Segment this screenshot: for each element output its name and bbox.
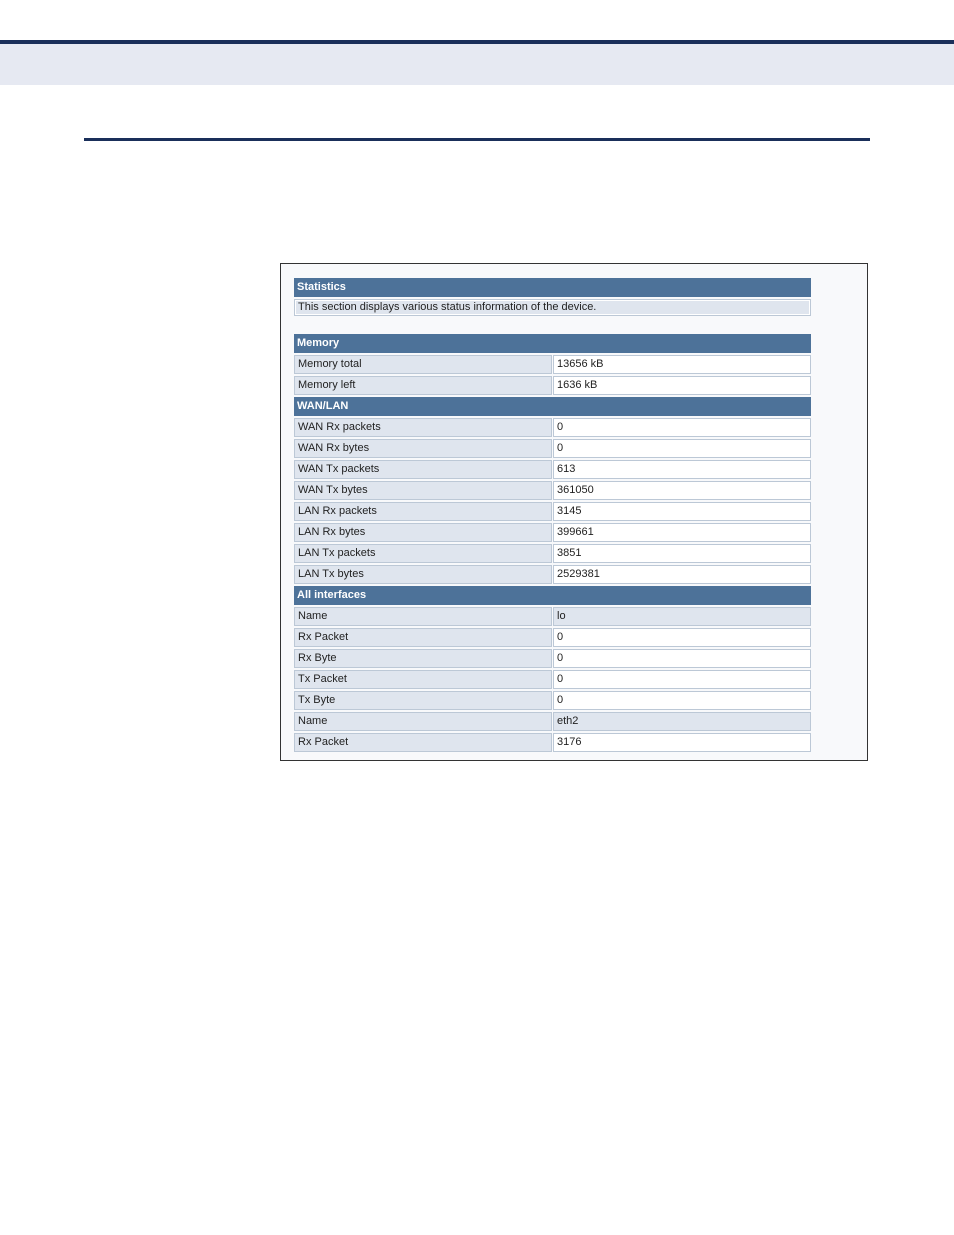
row-value: 361050 — [553, 481, 811, 500]
row-label: LAN Tx bytes — [294, 565, 552, 584]
row-label: LAN Rx bytes — [294, 523, 552, 542]
section-rule — [84, 138, 870, 141]
row-value: 613 — [553, 460, 811, 479]
table-row — [294, 376, 811, 395]
table-row — [294, 418, 811, 437]
spacer — [294, 316, 811, 334]
row-value: 0 — [553, 439, 811, 458]
table-row — [294, 355, 811, 374]
table-row — [294, 712, 811, 731]
row-value: 0 — [553, 628, 811, 647]
table-row — [294, 460, 811, 479]
row-label: Tx Packet — [294, 670, 552, 689]
interfaces-header: All interfaces — [294, 586, 811, 605]
row-label: Rx Packet — [294, 628, 552, 647]
statistics-header: Statistics — [294, 278, 811, 297]
row-label: WAN Tx packets — [294, 460, 552, 479]
row-label: LAN Rx packets — [294, 502, 552, 521]
table-row — [294, 733, 811, 752]
row-label: WAN Rx bytes — [294, 439, 552, 458]
row-label: Name — [294, 712, 552, 731]
table-row — [294, 481, 811, 500]
screenshot-figure — [280, 263, 868, 761]
statistics-description-text: This section displays various status information of the device. — [296, 301, 809, 314]
row-label: WAN Rx packets — [294, 418, 552, 437]
row-label: Rx Packet — [294, 733, 552, 752]
table-row — [294, 565, 811, 584]
table-row — [294, 439, 811, 458]
row-value: 0 — [553, 418, 811, 437]
row-label: Rx Byte — [294, 649, 552, 668]
header-band — [0, 44, 954, 85]
table-row — [294, 544, 811, 563]
table-row — [294, 649, 811, 668]
wanlan-header: WAN/LAN — [294, 397, 811, 416]
row-value: 13656 kB — [553, 355, 811, 374]
row-value: 399661 — [553, 523, 811, 542]
row-value: lo — [553, 607, 811, 626]
table-row — [294, 523, 811, 542]
row-label: Memory total — [294, 355, 552, 374]
table-row — [294, 670, 811, 689]
row-label: Tx Byte — [294, 691, 552, 710]
memory-header: Memory — [294, 334, 811, 353]
statistics-panel — [294, 278, 811, 754]
table-row — [294, 691, 811, 710]
row-value: 0 — [553, 649, 811, 668]
row-value: 3851 — [553, 544, 811, 563]
row-value: 0 — [553, 670, 811, 689]
row-value: 2529381 — [553, 565, 811, 584]
row-value: 0 — [553, 691, 811, 710]
row-value: 3176 — [553, 733, 811, 752]
table-row — [294, 607, 811, 626]
row-label: LAN Tx packets — [294, 544, 552, 563]
statistics-description — [294, 299, 811, 316]
row-label: WAN Tx bytes — [294, 481, 552, 500]
table-row — [294, 502, 811, 521]
row-value: 1636 kB — [553, 376, 811, 395]
row-label: Memory left — [294, 376, 552, 395]
table-row — [294, 628, 811, 647]
row-value: eth2 — [553, 712, 811, 731]
row-label: Name — [294, 607, 552, 626]
row-value: 3145 — [553, 502, 811, 521]
